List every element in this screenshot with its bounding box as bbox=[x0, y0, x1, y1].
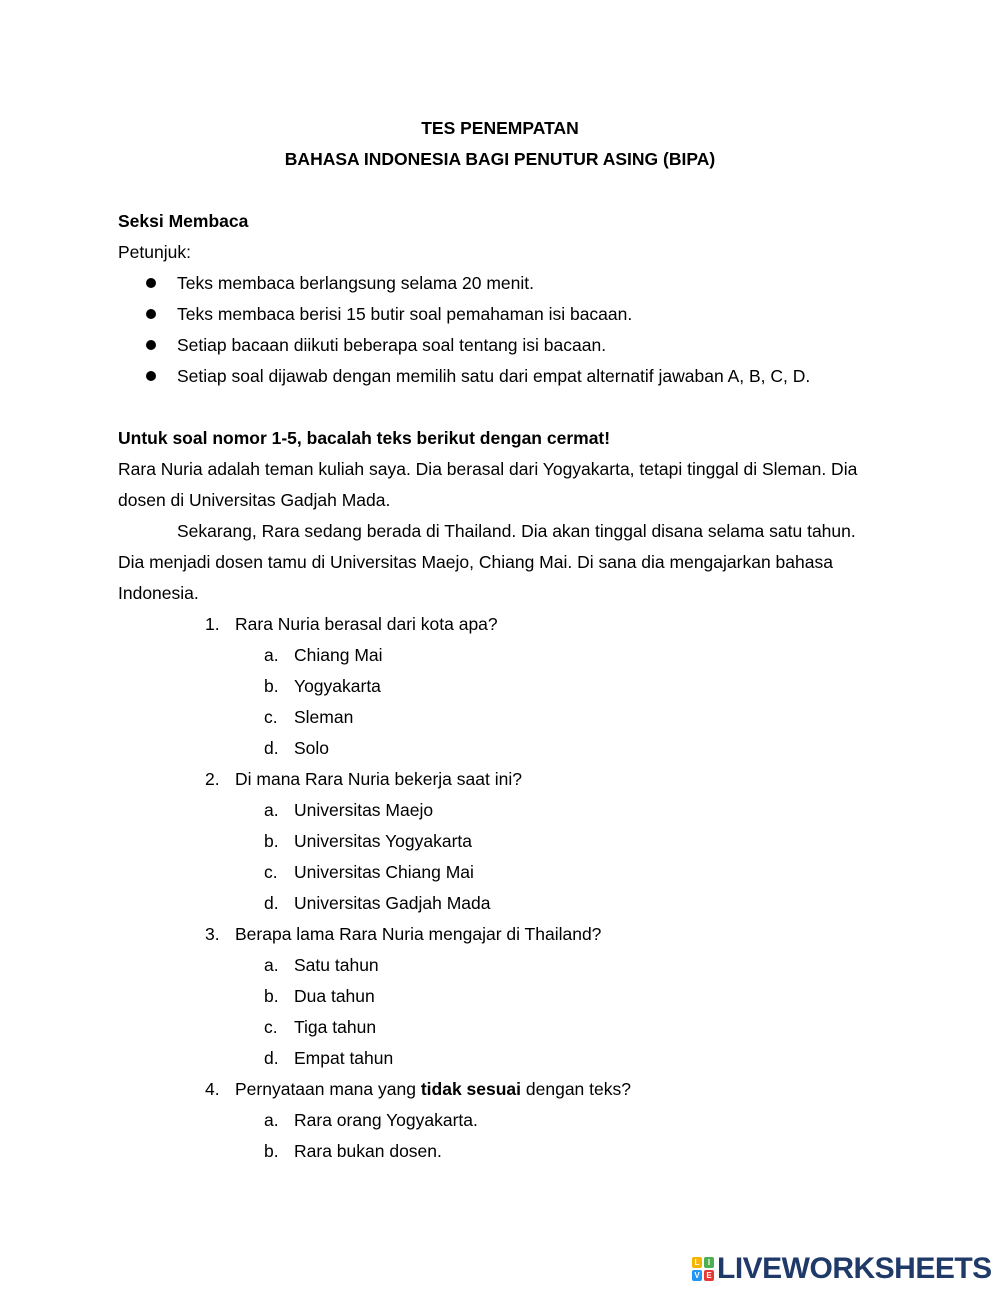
instructions-label: Petunjuk: bbox=[118, 242, 191, 262]
page-title: TES PENEMPATAN bbox=[421, 118, 579, 138]
passage-prompt: Untuk soal nomor 1-5, bacalah teks berikut dengan cermat! bbox=[118, 428, 611, 448]
answer-option[interactable]: Yogyakarta bbox=[294, 676, 381, 696]
question-text-end: dengan teks? bbox=[521, 1079, 631, 1099]
logo-mark-icon bbox=[692, 1257, 714, 1281]
option-letter: b. bbox=[264, 831, 279, 851]
logo-text: LIVEWORKSHEETS bbox=[717, 1252, 992, 1285]
question-text: Rara Nuria berasal dari kota apa? bbox=[235, 614, 498, 634]
answer-option[interactable]: Universitas Gadjah Mada bbox=[294, 893, 491, 913]
answer-option[interactable]: Satu tahun bbox=[294, 955, 379, 975]
answer-option[interactable]: Tiga tahun bbox=[294, 1017, 377, 1037]
bullet-icon bbox=[146, 371, 156, 381]
option-letter: b. bbox=[264, 676, 279, 696]
option-letter: a. bbox=[264, 955, 279, 975]
option-letter: a. bbox=[264, 1110, 279, 1130]
logo-mark-tile: V bbox=[692, 1270, 702, 1281]
question-number: 3. bbox=[205, 924, 220, 944]
option-letter: c. bbox=[264, 1017, 278, 1037]
instruction-item: Teks membaca berlangsung selama 20 menit. bbox=[177, 273, 534, 293]
question-number: 4. bbox=[205, 1079, 220, 1099]
passage-line: dosen di Universitas Gadjah Mada. bbox=[118, 490, 391, 510]
question-number: 2. bbox=[205, 769, 220, 789]
option-letter: b. bbox=[264, 1141, 279, 1161]
option-letter: c. bbox=[264, 707, 278, 727]
section-heading: Seksi Membaca bbox=[118, 211, 249, 231]
option-letter: d. bbox=[264, 893, 279, 913]
answer-option[interactable]: Empat tahun bbox=[294, 1048, 394, 1068]
bullet-icon bbox=[146, 340, 156, 350]
question-text: Berapa lama Rara Nuria mengajar di Thailand? bbox=[235, 924, 602, 944]
passage-line: Dia menjadi dosen tamu di Universitas Maejo, Chiang Mai. Di sana dia mengajarkan bahasa bbox=[118, 552, 833, 572]
option-letter: d. bbox=[264, 738, 279, 758]
option-letter: a. bbox=[264, 645, 279, 665]
answer-option[interactable]: Solo bbox=[294, 738, 330, 758]
answer-option[interactable]: Rara bukan dosen. bbox=[294, 1141, 442, 1161]
question-text-start: Pernyataan mana yang bbox=[235, 1079, 421, 1099]
answer-option[interactable]: Dua tahun bbox=[294, 986, 375, 1006]
answer-option[interactable]: Chiang Mai bbox=[294, 645, 383, 665]
bullet-icon bbox=[146, 278, 156, 288]
liveworksheets-logo bbox=[692, 1254, 992, 1284]
bullet-icon bbox=[146, 309, 156, 319]
logo-mark-tile: I bbox=[704, 1257, 714, 1268]
instruction-item: Setiap bacaan diikuti beberapa soal tentang isi bacaan. bbox=[177, 335, 607, 355]
page-subtitle: BAHASA INDONESIA BAGI PENUTUR ASING (BIPA) bbox=[284, 149, 716, 169]
answer-option[interactable]: Rara orang Yogyakarta. bbox=[294, 1110, 478, 1130]
option-letter: a. bbox=[264, 800, 279, 820]
question-text bbox=[235, 1079, 631, 1099]
answer-option[interactable]: Universitas Chiang Mai bbox=[294, 862, 474, 882]
question-text-emphasis: tidak sesuai bbox=[420, 1079, 522, 1099]
answer-option[interactable]: Sleman bbox=[294, 707, 354, 727]
answer-option[interactable]: Universitas Yogyakarta bbox=[294, 831, 473, 851]
option-letter: b. bbox=[264, 986, 279, 1006]
logo-mark-tile: E bbox=[704, 1270, 714, 1281]
question-text: Di mana Rara Nuria bekerja saat ini? bbox=[235, 769, 522, 789]
option-letter: c. bbox=[264, 862, 278, 882]
question-number: 1. bbox=[205, 614, 220, 634]
instruction-item: Teks membaca berisi 15 butir soal pemahaman isi bacaan. bbox=[177, 304, 633, 324]
instruction-item: Setiap soal dijawab dengan memilih satu dari empat alternatif jawaban A, B, C, D. bbox=[177, 366, 811, 386]
passage-line: Indonesia. bbox=[118, 583, 199, 603]
passage-line: Rara Nuria adalah teman kuliah saya. Dia berasal dari Yogyakarta, tetapi tinggal di Sleman. Dia bbox=[118, 459, 858, 479]
passage-line: Sekarang, Rara sedang berada di Thailand. Dia akan tinggal disana selama satu tahun. bbox=[177, 521, 856, 541]
logo-mark-tile: L bbox=[692, 1257, 702, 1268]
option-letter: d. bbox=[264, 1048, 279, 1068]
answer-option[interactable]: Universitas Maejo bbox=[294, 800, 434, 820]
